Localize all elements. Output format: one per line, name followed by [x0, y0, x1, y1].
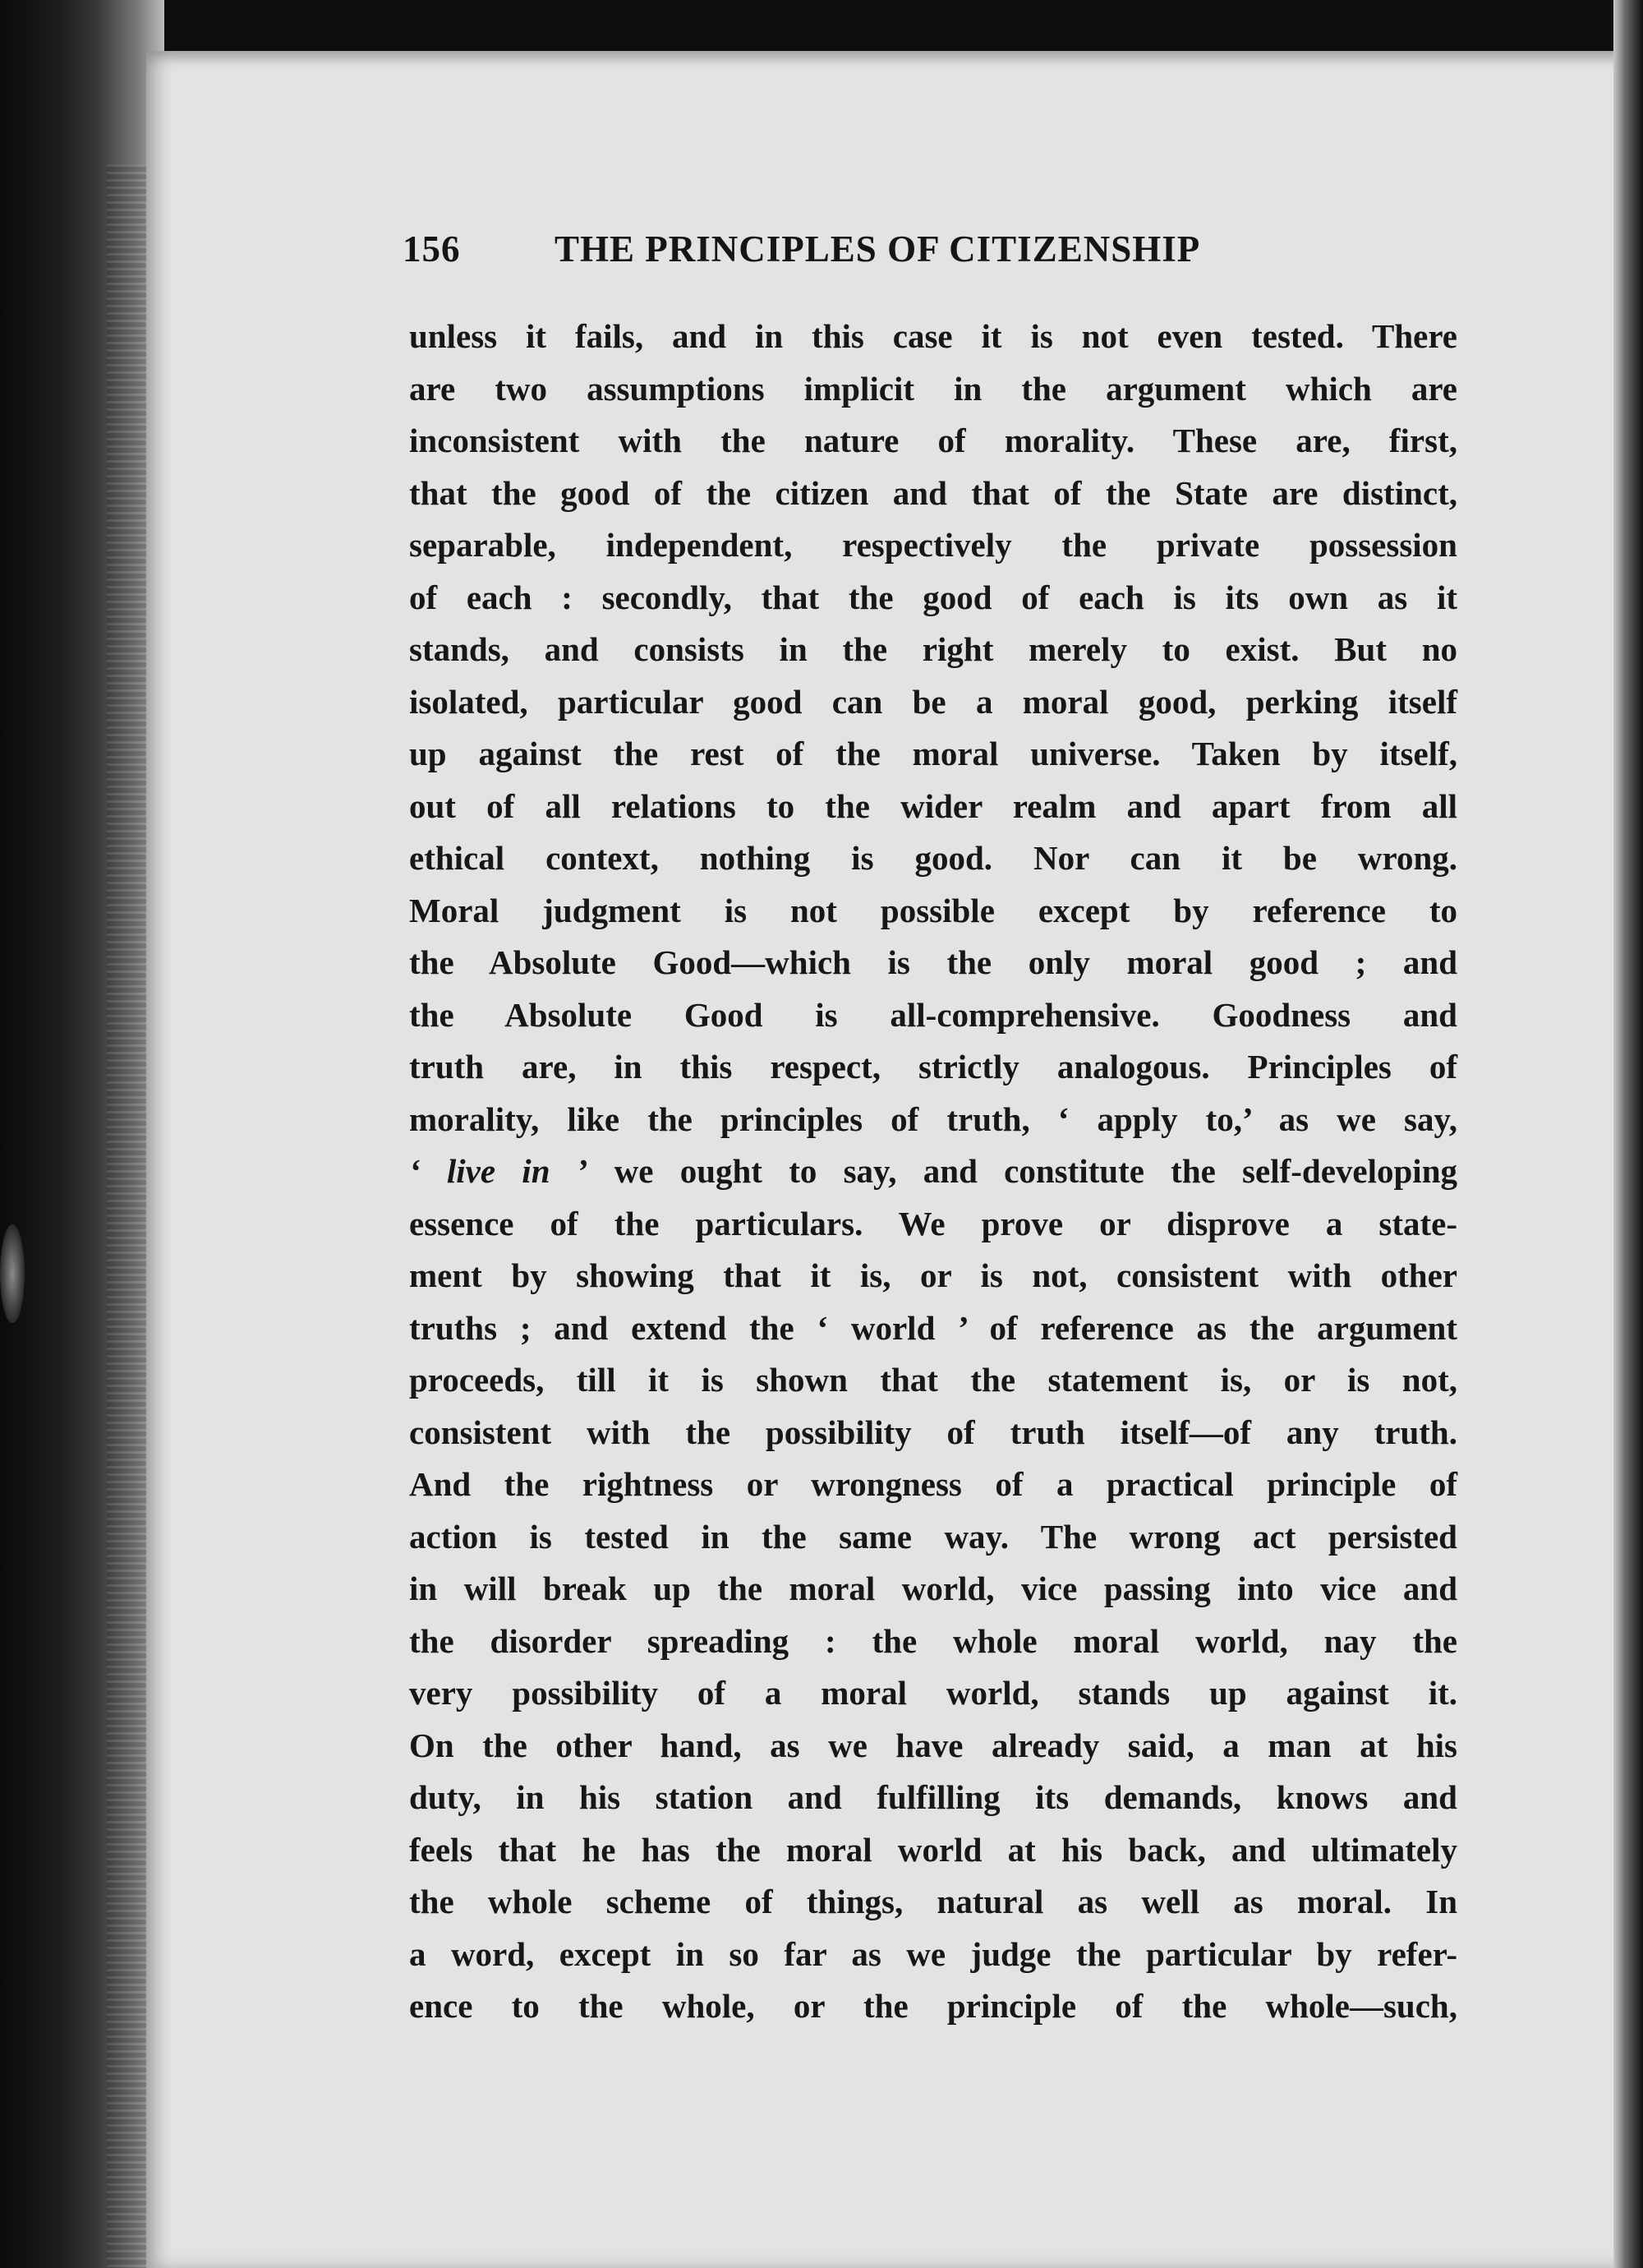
text-line: ment by showing that it is, or is not, consistent with other [409, 1256, 1457, 1294]
text-line: duty, in his station and fulfilling its demands, knows and [409, 1778, 1457, 1816]
text-line: morality, like the principles of truth, ‘ apply to,’ as we say, [409, 1099, 1457, 1138]
text-line: ence to the whole, or the principle of the whole—such, [409, 1987, 1457, 2025]
text-line: Moral judgment is not possible except by reference to [409, 891, 1457, 929]
text-line: unless it fails, and in this case it is not even tested. There [409, 317, 1457, 355]
text-line: ethical context, nothing is good. Nor can it be wrong. [409, 839, 1457, 877]
italic-phrase: ‘ live in ’ [409, 1152, 588, 1190]
scan-top-border [0, 0, 1643, 51]
text-line: the Absolute Good—which is the only moral good ; and [409, 943, 1457, 981]
text-line: On the other hand, as we have already said, a man at his [409, 1726, 1457, 1764]
text-line: separable, independent, respectively the private possession [409, 526, 1457, 564]
text-line: essence of the particulars. We prove or disprove a state- [409, 1204, 1457, 1242]
running-head: THE PRINCIPLES OF CITIZENSHIP [555, 228, 1201, 270]
text-line: feels that he has the moral world at his back, and ultimately [409, 1830, 1457, 1869]
text-line: truth are, in this respect, strictly analogous. Principles of [409, 1048, 1457, 1086]
text-line: And the rightness or wrongness of a practical principle of [409, 1465, 1457, 1503]
text-line: isolated, particular good can be a moral good, perking itself [409, 682, 1457, 721]
text-line-remainder: we ought to say, and constitute the self-developing [614, 1152, 1457, 1190]
text-line: the whole scheme of things, natural as well as moral. In [409, 1883, 1457, 1920]
text-line: consistent with the possibility of truth itself—of any truth. [409, 1413, 1457, 1451]
text-line: truths ; and extend the ‘ world ’ of reference as the argument [409, 1308, 1457, 1347]
text-line: out of all relations to the wider realm and apart from all [409, 786, 1457, 825]
text-line: proceeds, till it is shown that the statement is, or is not, [409, 1361, 1457, 1399]
text-line: a word, except in so far as we judge the particular by refer- [409, 1934, 1457, 1973]
text-line: stands, and consists in the right merely to exist. But no [409, 630, 1457, 668]
text-line: that the good of the citizen and that of the State are distinct, [409, 473, 1457, 512]
text-line: inconsistent with the nature of morality. These are, first, [409, 422, 1457, 459]
text-line: are two assumptions implicit in the argument which are [409, 369, 1457, 408]
page-number: 156 [403, 228, 461, 270]
page-header [403, 220, 1462, 278]
text-line: the disorder spreading : the whole moral world, nay the [409, 1621, 1457, 1660]
text-line: up against the rest of the moral universe. Taken by itself, [409, 735, 1457, 772]
text-line-with-italic [409, 1146, 1457, 1198]
binding-stain [0, 1224, 25, 1323]
scan-right-border [1613, 0, 1643, 2268]
body-text [409, 311, 1457, 2033]
text-line: in will break up the moral world, vice passing into vice and [409, 1570, 1457, 1607]
text-line: very possibility of a moral world, stands up against it. [409, 1674, 1457, 1712]
text-line: of each : secondly, that the good of each is its own as it [409, 578, 1457, 616]
text-line: the Absolute Good is all-comprehensive. Goodness and [409, 995, 1457, 1034]
text-line: action is tested in the same way. The wrong act persisted [409, 1517, 1457, 1556]
